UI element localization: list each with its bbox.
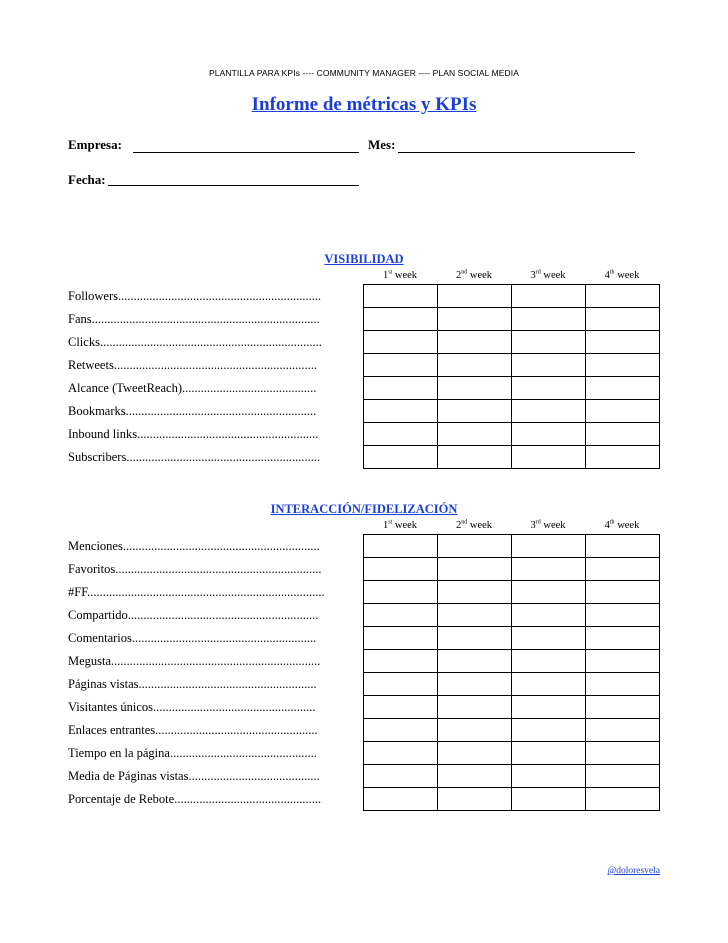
metric-label: Menciones............................................................... — [68, 538, 320, 553]
table-row — [68, 627, 660, 650]
table-row — [68, 423, 660, 446]
week-1-value-cell[interactable] — [364, 308, 438, 331]
week-1-value-cell[interactable] — [364, 285, 438, 308]
metric-label: Subscribers.............................................................. — [68, 449, 321, 464]
metric-label: Porcentaje de Rebote............................................... — [68, 791, 322, 806]
week-2-value-cell[interactable] — [438, 604, 512, 627]
week-3-value-cell[interactable] — [512, 308, 586, 331]
week-4-value-cell[interactable] — [586, 331, 660, 354]
table-row — [68, 535, 660, 558]
week-4-value-cell[interactable] — [586, 446, 660, 469]
week-3-value-cell[interactable] — [512, 558, 586, 581]
week-1-value-cell[interactable] — [364, 673, 438, 696]
author-credit-link[interactable]: @doloresvela — [607, 866, 660, 876]
week-1-value-cell[interactable] — [364, 696, 438, 719]
section-title-visibilidad: VISIBILIDAD — [324, 252, 404, 266]
week-4-value-cell[interactable] — [586, 581, 660, 604]
document-title: Informe de métricas y KPIs — [251, 94, 477, 115]
table-row — [68, 377, 660, 400]
week-3-value-cell[interactable] — [512, 331, 586, 354]
week-2-value-cell[interactable] — [438, 788, 512, 811]
table-row — [68, 308, 660, 331]
week-1-value-cell[interactable] — [364, 354, 438, 377]
week-4-value-cell[interactable] — [586, 696, 660, 719]
week-header: 3rd week — [530, 269, 566, 281]
metric-label: Tiempo en la página............................................... — [68, 745, 317, 760]
table-row — [68, 650, 660, 673]
interaccion-table — [68, 534, 660, 811]
week-header: 2nd week — [455, 519, 493, 531]
week-1-value-cell[interactable] — [364, 331, 438, 354]
week-header: 1st week — [382, 519, 418, 531]
week-3-value-cell[interactable] — [512, 719, 586, 742]
metric-label: Media de Páginas vistas.......................................... — [68, 768, 320, 783]
week-1-value-cell[interactable] — [364, 627, 438, 650]
week-header: 2nd week — [455, 269, 493, 281]
week-4-value-cell[interactable] — [586, 423, 660, 446]
week-1-value-cell[interactable] — [364, 558, 438, 581]
week-4-value-cell[interactable] — [586, 400, 660, 423]
week-3-value-cell[interactable] — [512, 788, 586, 811]
week-2-value-cell[interactable] — [438, 765, 512, 788]
table-row — [68, 788, 660, 811]
week-2-value-cell[interactable] — [438, 742, 512, 765]
metric-label: Visitantes únicos.................................................... — [68, 699, 316, 714]
week-2-value-cell[interactable] — [438, 331, 512, 354]
table-row — [68, 765, 660, 788]
metric-label: Enlaces entrantes.................................................... — [68, 722, 318, 737]
week-4-value-cell[interactable] — [586, 535, 660, 558]
metric-label: Alcance (TweetReach)........................................... — [68, 380, 317, 395]
metric-label: Favoritos.................................................................. — [68, 561, 322, 576]
week-1-value-cell[interactable] — [364, 765, 438, 788]
metric-label: Followers................................................................. — [68, 288, 322, 303]
week-2-value-cell[interactable] — [438, 423, 512, 446]
week-4-value-cell[interactable] — [586, 650, 660, 673]
week-4-value-cell[interactable] — [586, 719, 660, 742]
table-row — [68, 673, 660, 696]
metric-label: Clicks....................................................................... — [68, 334, 322, 349]
week-3-value-cell[interactable] — [512, 765, 586, 788]
week-4-value-cell[interactable] — [586, 742, 660, 765]
week-2-value-cell[interactable] — [438, 377, 512, 400]
week-2-value-cell[interactable] — [438, 673, 512, 696]
week-3-value-cell[interactable] — [512, 627, 586, 650]
week-3-value-cell[interactable] — [512, 742, 586, 765]
week-4-value-cell[interactable] — [586, 673, 660, 696]
week-3-value-cell[interactable] — [512, 354, 586, 377]
week-1-value-cell[interactable] — [364, 423, 438, 446]
week-2-value-cell[interactable] — [438, 627, 512, 650]
week-2-value-cell[interactable] — [438, 446, 512, 469]
week-1-value-cell[interactable] — [364, 400, 438, 423]
week-4-value-cell[interactable] — [586, 788, 660, 811]
table-row — [68, 604, 660, 627]
metric-label: #FF............................................................................ — [68, 584, 325, 599]
table-row — [68, 696, 660, 719]
week-4-value-cell[interactable] — [586, 627, 660, 650]
week-2-value-cell[interactable] — [438, 581, 512, 604]
week-1-value-cell[interactable] — [364, 719, 438, 742]
week-4-value-cell[interactable] — [586, 285, 660, 308]
week-4-value-cell[interactable] — [586, 308, 660, 331]
week-2-value-cell[interactable] — [438, 650, 512, 673]
section-title-interaccion: INTERACCIÓN/FIDELIZACIÓN — [270, 502, 458, 516]
week-header: 1st week — [382, 269, 418, 281]
week-header: 3rd week — [530, 519, 566, 531]
week-3-value-cell[interactable] — [512, 650, 586, 673]
week-3-value-cell[interactable] — [512, 581, 586, 604]
week-3-value-cell[interactable] — [512, 423, 586, 446]
week-1-value-cell[interactable] — [364, 650, 438, 673]
week-1-value-cell[interactable] — [364, 446, 438, 469]
week-1-value-cell[interactable] — [364, 377, 438, 400]
week-headers-visibilidad — [363, 270, 659, 281]
table-row — [68, 581, 660, 604]
table-row — [68, 719, 660, 742]
week-2-value-cell[interactable] — [438, 558, 512, 581]
table-row — [68, 742, 660, 765]
empresa-label: Empresa: — [68, 137, 122, 152]
week-header: 4th week — [604, 269, 640, 281]
week-4-value-cell[interactable] — [586, 558, 660, 581]
week-3-value-cell[interactable] — [512, 400, 586, 423]
empresa-field[interactable] — [133, 151, 359, 153]
week-2-value-cell[interactable] — [438, 696, 512, 719]
metric-label: Fans......................................................................... — [68, 311, 320, 326]
week-1-value-cell[interactable] — [364, 788, 438, 811]
metric-label: Comentarios........................................................... — [68, 630, 317, 645]
table-row — [68, 446, 660, 469]
week-2-value-cell[interactable] — [438, 354, 512, 377]
week-2-value-cell[interactable] — [438, 308, 512, 331]
week-3-value-cell[interactable] — [512, 696, 586, 719]
metric-label: Megusta................................................................... — [68, 653, 321, 668]
week-4-value-cell[interactable] — [586, 377, 660, 400]
week-header: 4th week — [604, 519, 640, 531]
week-3-value-cell[interactable] — [512, 377, 586, 400]
metric-label: Páginas vistas......................................................... — [68, 676, 317, 691]
week-2-value-cell[interactable] — [438, 285, 512, 308]
week-3-value-cell[interactable] — [512, 285, 586, 308]
table-row — [68, 558, 660, 581]
table-row — [68, 331, 660, 354]
week-headers-interaccion — [363, 520, 659, 531]
week-2-value-cell[interactable] — [438, 535, 512, 558]
week-4-value-cell[interactable] — [586, 354, 660, 377]
mes-label: Mes: — [368, 137, 396, 152]
metric-label: Compartido............................................................. — [68, 607, 319, 622]
mes-field[interactable] — [398, 151, 635, 153]
metric-label: Retweets................................................................. — [68, 357, 317, 372]
visibilidad-table — [68, 284, 660, 469]
template-header: PLANTILLA PARA KPIs ---- COMMUNITY MANAGER ---- PLAN SOCIAL MEDIA — [208, 68, 520, 78]
fecha-field[interactable] — [108, 184, 359, 186]
fecha-label: Fecha: — [68, 172, 106, 187]
week-3-value-cell[interactable] — [512, 604, 586, 627]
metric-label: Bookmarks............................................................. — [68, 403, 317, 418]
week-2-value-cell[interactable] — [438, 719, 512, 742]
week-2-value-cell[interactable] — [438, 400, 512, 423]
week-4-value-cell[interactable] — [586, 765, 660, 788]
week-3-value-cell[interactable] — [512, 673, 586, 696]
week-4-value-cell[interactable] — [586, 604, 660, 627]
week-1-value-cell[interactable] — [364, 604, 438, 627]
week-3-value-cell[interactable] — [512, 446, 586, 469]
week-1-value-cell[interactable] — [364, 535, 438, 558]
week-1-value-cell[interactable] — [364, 742, 438, 765]
metric-label: Inbound links.......................................................... — [68, 426, 319, 441]
table-row — [68, 400, 660, 423]
week-3-value-cell[interactable] — [512, 535, 586, 558]
week-1-value-cell[interactable] — [364, 581, 438, 604]
table-row — [68, 285, 660, 308]
table-row — [68, 354, 660, 377]
